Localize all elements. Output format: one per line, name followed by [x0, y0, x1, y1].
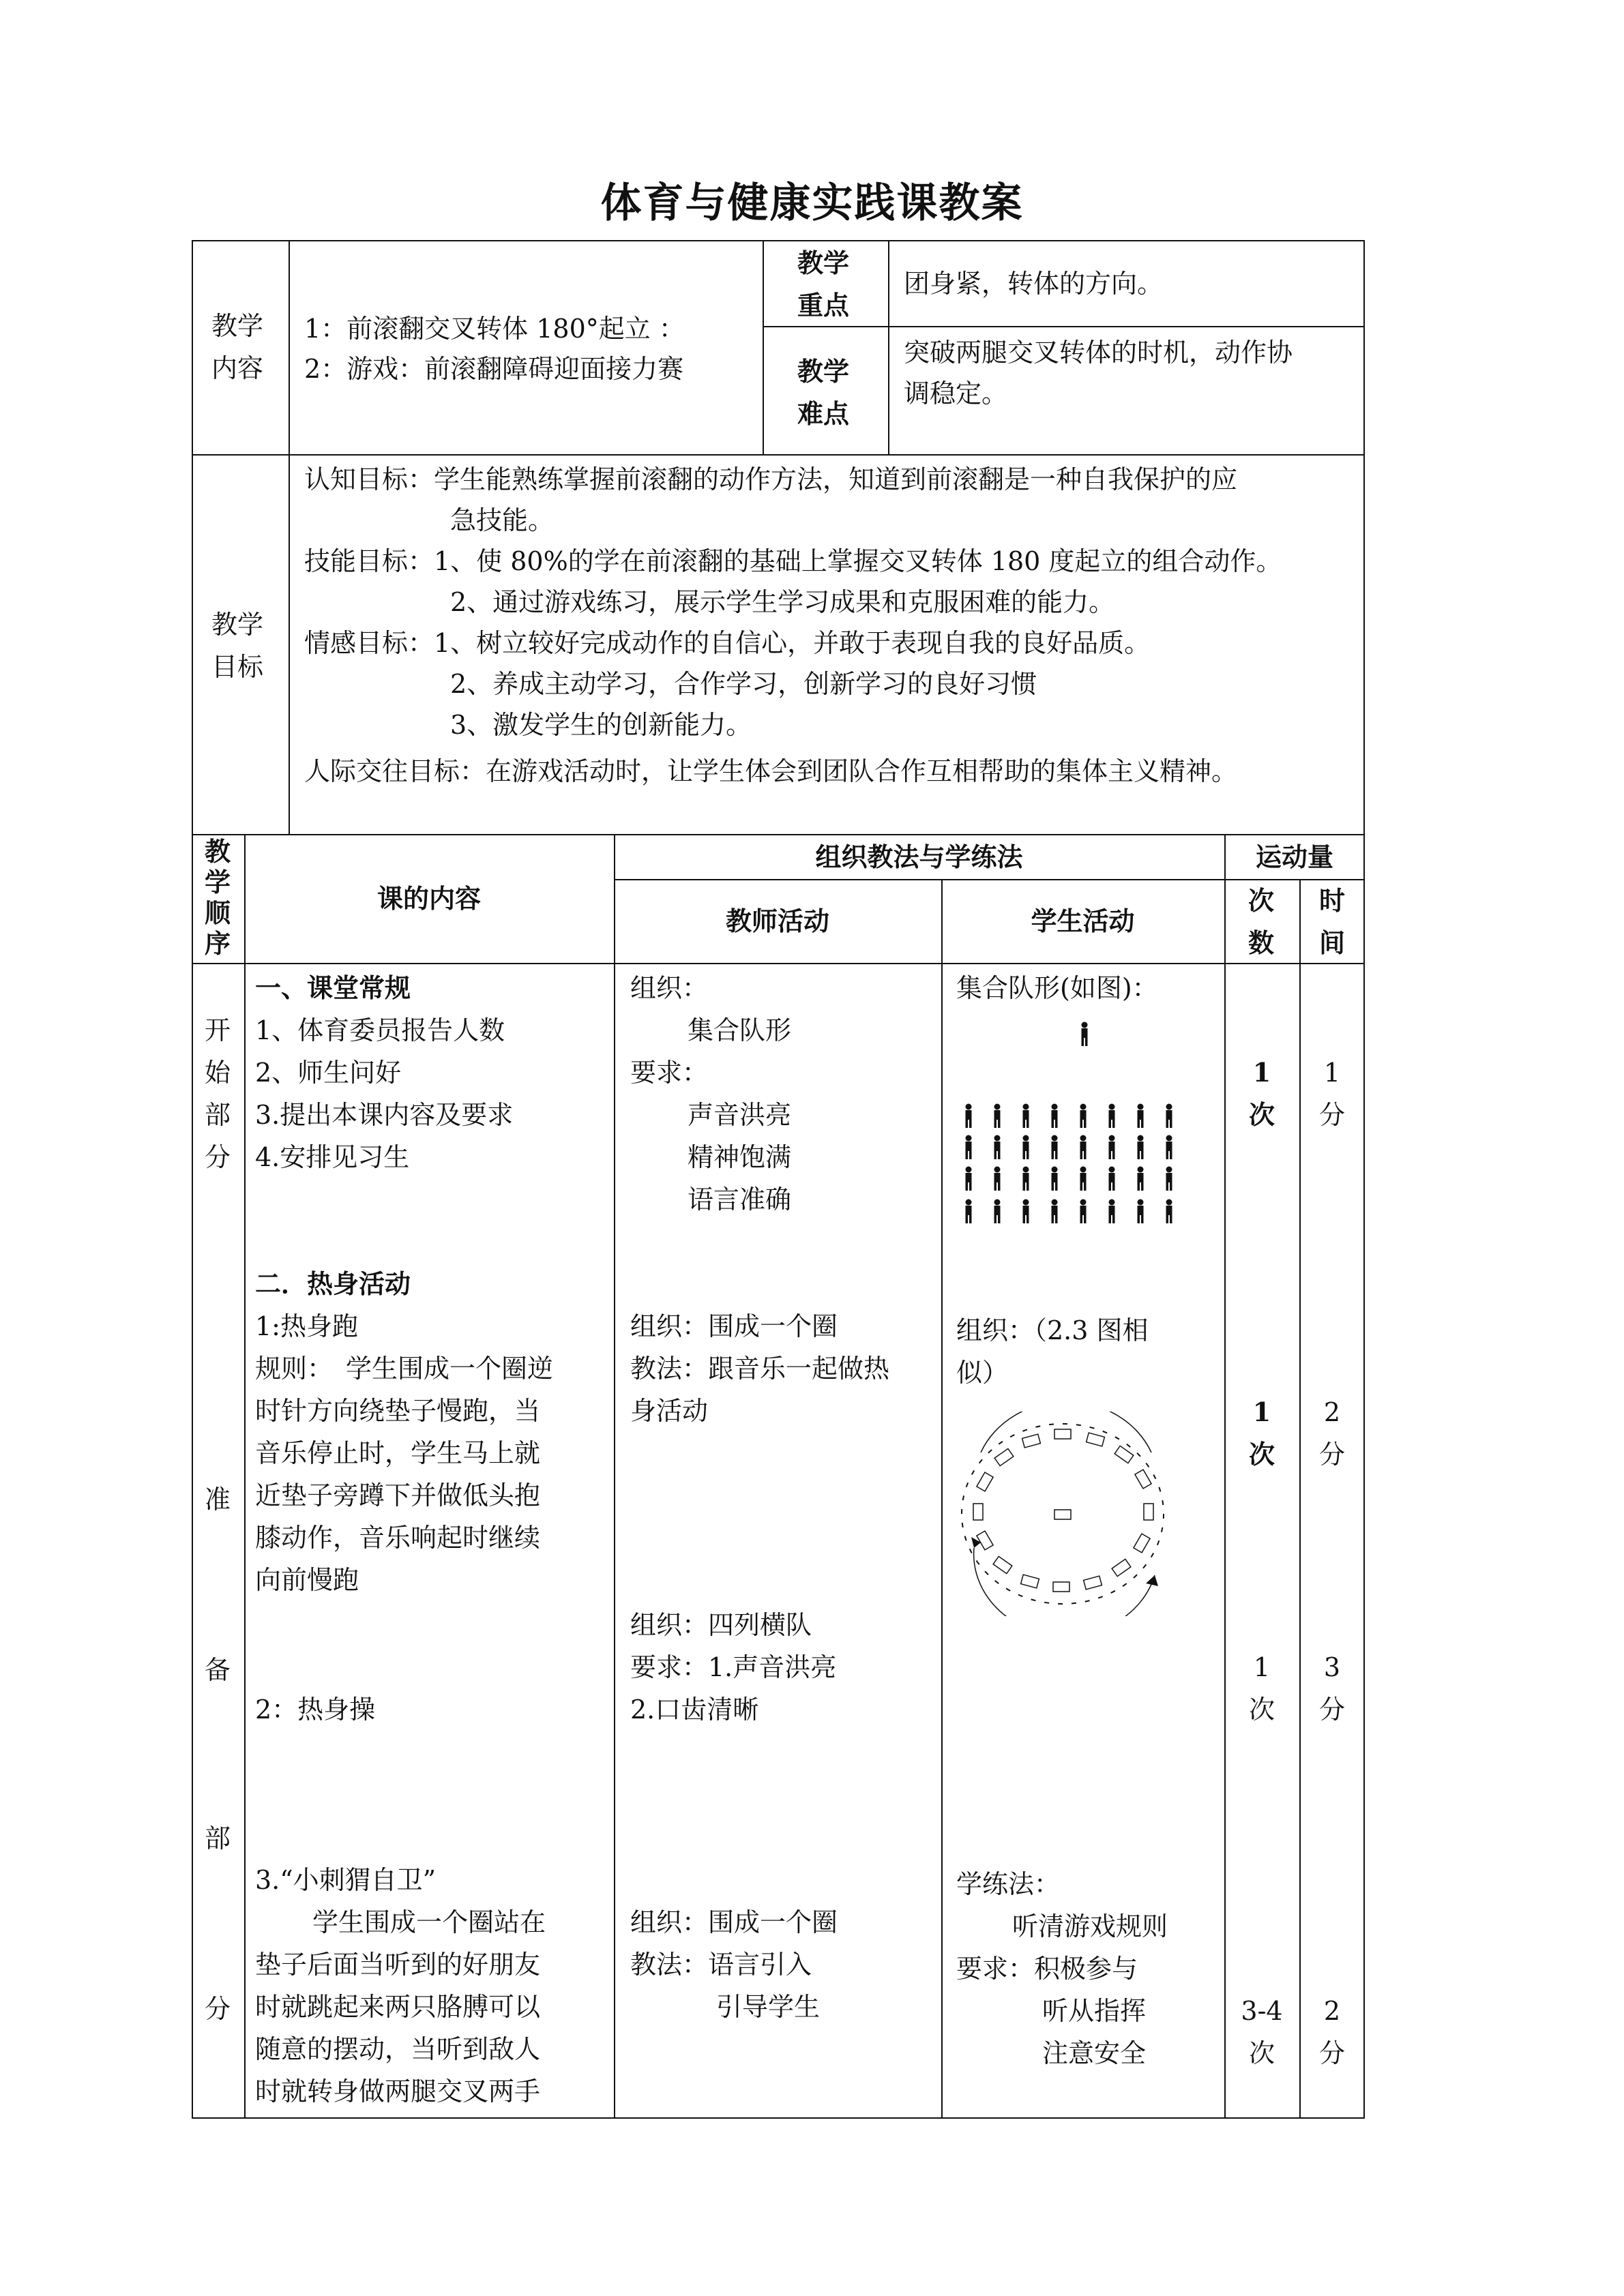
section-prep-2: 备: [205, 1655, 231, 1685]
game-student: 注意安全: [1042, 2038, 1147, 2068]
game-title: 3.“小刺猬自卫”: [255, 1865, 437, 1895]
routine-heading: 一、课堂常规: [255, 972, 411, 1003]
header-teacher: 教师活动: [725, 906, 829, 936]
goal-emotion-3: 3、激发学生的创新能力。: [450, 710, 752, 740]
routine-times: 1: [1252, 1057, 1271, 1088]
game-line: 学生围成一个圈站在: [312, 1907, 546, 1937]
header-duration: 时间: [1318, 885, 1345, 958]
routine-teacher: 语言准确: [688, 1184, 792, 1214]
warmup-exercise-duration-unit: 分: [1318, 1695, 1345, 1725]
game-student: 听清游戏规则: [1012, 1911, 1168, 1941]
warmup-exercise-duration: 3: [1323, 1652, 1341, 1682]
routine-teacher: 精神饱满: [688, 1142, 792, 1172]
goal-skill-2: 2、通过游戏练习，展示学生学习成果和克服困难的能力。: [450, 587, 1115, 617]
warmup-run-line: 膝动作，音乐响起时继续: [255, 1523, 541, 1553]
header-org: 组织教法与学练法: [815, 841, 1023, 872]
difficulty-label: 教学难点: [797, 356, 849, 429]
key-point-label: 教学重点: [797, 248, 849, 320]
circle-formation-figure: [954, 1412, 1185, 1616]
game-teacher: 组织：围成一个圈: [630, 1907, 838, 1937]
goal-cognitive-cont: 急技能。: [450, 505, 555, 535]
game-teacher: 引导学生: [716, 1992, 821, 2022]
routine-item: 1、体育委员报告人数: [255, 1015, 505, 1045]
routine-teacher: 集合队形: [688, 1015, 792, 1045]
warmup-exercise-teacher: 要求：1.声音洪亮: [630, 1652, 837, 1682]
key-point-text: 团身紧，转体的方向。: [904, 269, 1164, 299]
routine-item: 3.提出本课内容及要求: [255, 1100, 514, 1130]
section-prep-1: 准: [205, 1485, 231, 1515]
game-line: 时就转身做两腿交叉两手: [255, 2076, 541, 2106]
warmup-exercise-title: 2：热身操: [255, 1695, 376, 1725]
header-times: 次数: [1247, 885, 1274, 958]
warmup-run-line: 时针方向绕垫子慢跑，当: [255, 1396, 541, 1426]
warmup-exercise-times: 1: [1253, 1652, 1271, 1682]
routine-student: 集合队形(如图)：: [956, 973, 1158, 1003]
difficulty-line-1: 突破两腿交叉转体的时机，动作协: [904, 338, 1293, 368]
routine-item: 2、师生问好: [255, 1058, 402, 1088]
warmup-run-student: 似）: [956, 1358, 1009, 1388]
warmup-run-duration: 2: [1323, 1397, 1341, 1427]
game-times: 3-4: [1241, 1996, 1283, 2026]
game-duration-unit: 分: [1318, 2038, 1345, 2068]
game-student: 学练法：: [956, 1869, 1061, 1899]
game-line: 垫子后面当听到的好朋友: [255, 1950, 541, 1980]
header-student: 学生活动: [1031, 906, 1135, 936]
game-line: 随意的摆动，当听到敌人: [255, 2034, 541, 2064]
warmup-run-times: 1: [1252, 1397, 1271, 1427]
warmup-run-teacher: 组织：围成一个圈: [630, 1311, 838, 1341]
routine-teacher: 要求：: [630, 1058, 709, 1088]
warmup-exercise-times-unit: 次: [1248, 1695, 1275, 1725]
warmup-run-line: 近垫子旁蹲下并做低头抱: [255, 1480, 541, 1510]
difficulty-line-2: 调稳定。: [904, 378, 1008, 408]
warmup-run-line: 规则： 学生围成一个圈逆: [255, 1354, 554, 1384]
page-title: 体育与健康实践课教案: [600, 179, 1024, 227]
header-load: 运动量: [1255, 841, 1333, 872]
header-content: 课的内容: [377, 883, 481, 914]
content-label: 教学内容: [211, 311, 263, 383]
warmup-run-student: 组织：（2.3 图相: [956, 1315, 1149, 1345]
goals-label: 教学目标: [211, 610, 263, 682]
content-line-2: 2：游戏：前滚翻障碍迎面接力赛: [304, 354, 684, 384]
game-teacher: 教法：语言引入: [630, 1950, 812, 1980]
warmup-exercise-teacher: 组织：四列横队: [630, 1610, 812, 1640]
routine-teacher: 声音洪亮: [688, 1100, 792, 1130]
warmup-run-duration-unit: 分: [1318, 1440, 1345, 1470]
warmup-run-times-unit: 次: [1248, 1439, 1275, 1470]
routine-teacher: 组织：: [630, 973, 709, 1003]
game-student: 要求：积极参与: [956, 1954, 1138, 1984]
header-order: 教学顺序: [204, 836, 231, 959]
routine-times-unit: 次: [1248, 1099, 1275, 1130]
section-prep-3: 部: [205, 1823, 231, 1853]
routine-duration: 1: [1323, 1058, 1341, 1088]
content-line-1: 1：前滚翻交叉转体 180°起立 ：: [304, 314, 685, 344]
game-student: 听从指挥: [1042, 1996, 1147, 2026]
warmup-run-teacher: 身活动: [630, 1396, 709, 1426]
formation-figure: [951, 1009, 1197, 1227]
goal-emotion-2: 2、养成主动学习，合作学习，创新学习的良好习惯: [450, 669, 1037, 699]
goal-skill-1: 技能目标：1、使 80%的学在前滚翻的基础上掌握交叉转体 180 度起立的组合动作。: [304, 546, 1282, 576]
warmup-exercise-teacher: 2.口齿清晰: [630, 1695, 759, 1725]
section-prep-4: 分: [205, 1994, 231, 2024]
warmup-heading: 二．热身活动: [255, 1268, 411, 1299]
goal-emotion-1: 情感目标：1、树立较好完成动作的自信心，并敢于表现自我的良好品质。: [304, 628, 1151, 658]
game-line: 时就跳起来两只胳膊可以: [255, 1992, 541, 2022]
warmup-run-line: 向前慢跑: [255, 1565, 359, 1595]
section-start: 开始部分: [204, 1015, 231, 1172]
routine-item: 4.安排见习生: [255, 1142, 410, 1172]
game-times-unit: 次: [1248, 2038, 1275, 2068]
game-duration: 2: [1323, 1996, 1341, 2026]
warmup-run-line: 音乐停止时，学生马上就: [255, 1438, 541, 1468]
warmup-run-teacher: 教法：跟音乐一起做热: [630, 1354, 890, 1384]
warmup-run-title: 1:热身跑: [255, 1311, 358, 1341]
goal-cognitive: 认知目标：学生能熟练掌握前滚翻的动作方法，知道到前滚翻是一种自我保护的应: [304, 464, 1238, 494]
goal-social: 人际交往目标：在游戏活动时，让学生体会到团队合作互相帮助的集体主义精神。: [304, 756, 1238, 786]
routine-duration-unit: 分: [1318, 1100, 1345, 1130]
